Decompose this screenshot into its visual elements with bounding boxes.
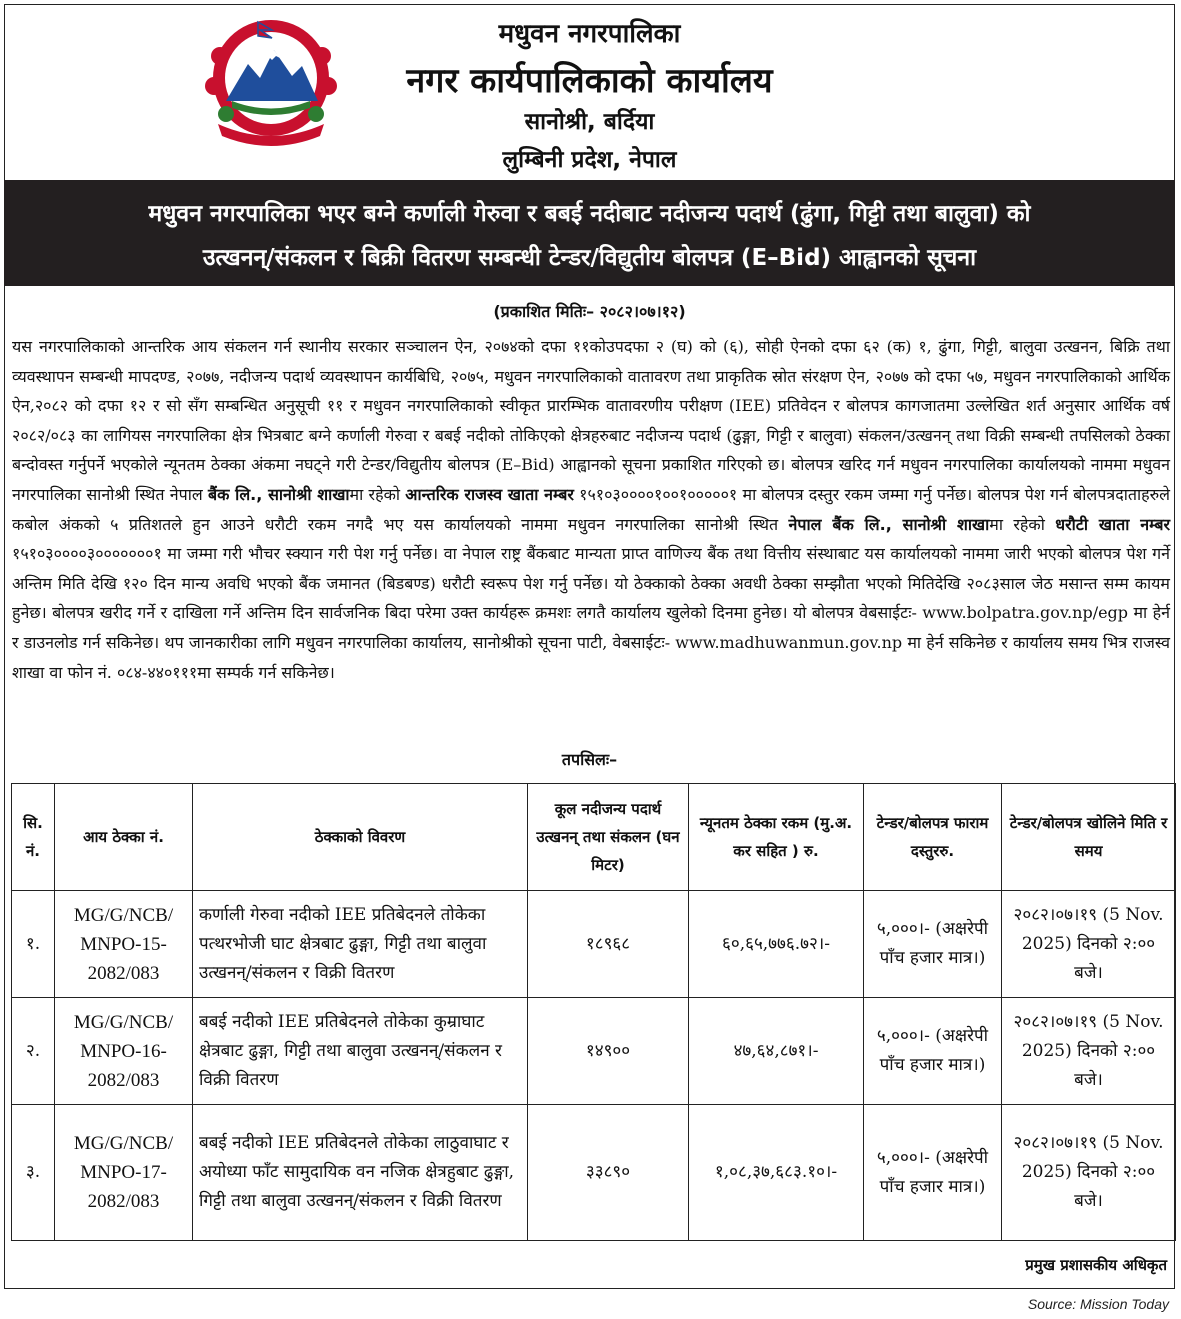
office-name: नगर कार्यपालिकाको कार्यालय: [406, 61, 773, 101]
body-text-part: मा रहेको: [989, 514, 1045, 534]
revenue-account-label: आन्तरिक राजस्व खाता नम्बर: [405, 484, 574, 504]
cell-description: बबई नदीको IEE प्रतिबेदनले तोकेका लाठुवाघाट र अयोध्या फाँट सामुदायिक वन नजिक क्षेत्रहुबाट ढुङ्गा, गिट्टी तथा बालुवा उत्खनन्/संकलन र विक्री वितरण: [193, 1105, 528, 1241]
col-header-contract-no: आय ठेक्का नं.: [55, 784, 193, 891]
bank-name-bold: नेपाल बैंक लि., सानोश्री शाखा: [788, 514, 990, 534]
cell-sn: १.: [12, 891, 55, 998]
cell-quantity: १४९००: [528, 998, 689, 1105]
body-text-part: यस नगरपालिकाको आन्तरिक आय संकलन गर्न स्थानीय सरकार सञ्चालन ऐन, २०७४को दफा ११कोउपदफा २ (घ) को (६), सोही ऐनको दफा ६२ (क) १, ढुंगा, गिट्टी, बालुवा उत्खनन, बिक्रि तथा व्यवस्थापन सम्बन्धी मापदण्ड, २०७७, नदीजन्य पदार्थ व्यवस्थापन कार्यबिधि, २०७५, मधुवन नगरपालिकाको वातावरण तथा प्राकृतिक स्रोत संरक्षण ऐन, २०७७ को दफा ५७, मधुवन नगरपालिकाको आर्थिक ऐन,२०८२ को दफा १२ र सो सँग सम्बन्धित अनुसूची ११ र मधुवन नगरपालिकाको स्वीकृत प्रारम्भिक वातावरणीय परीक्षण (IEE) प्रतिवेदन र बोलपत्र कागजातमा उल्लेखित शर्त अनुसार आर्थिक वर्ष २०८२/०८३ का लागियस नगरपालिका क्षेत्र भित्रबाट बग्ने कर्णाली गेरुवा र बबई नदीको तोकिएको क्षेत्रहरुबाट नदीजन्य पदार्थ (ढुङ्गा, गिट्टी र बालुवा) संकलन/उत्खनन् तथा विक्री सम्बन्धी तपसिलको ठेक्का बन्दोवस्त गर्नुपर्ने भएकोले न्यूनतम ठेक्का अंकमा नघट्ने गरी टेन्डर/विद्युतीय बोलपत्र (E–Bid) आह्वानको सूचना प्रकाशित गरिएको छ। बोलपत्र खरिद गर्न मधुवन नगरपालिका कार्यालयको नाममा मधुवन नगरपालिका सानोश्री स्थित नेपाल: [12, 337, 1170, 504]
cell-opening: २०८२।०७।१९ (5 Nov. 2025) दिनको २:०० बजे।: [1002, 1105, 1176, 1241]
cell-fee: ५,०००।- (अक्षरेपी पाँच हजार मात्र।): [864, 998, 1002, 1105]
bank-name-bold: बैंक लि., सानोश्री शाखा: [208, 484, 350, 504]
banner-line-1: मधुवन नगरपालिका भएर बग्ने कर्णाली गेरुवा र बबई नदीबाट नदीजन्य पदार्थ (ढुंगा, गिट्टी तथा बालुवा) को: [148, 201, 1031, 227]
col-header-quantity: कूल नदीजन्य पदार्थ उत्खनन् तथा संकलन (घन मिटर): [528, 784, 689, 891]
col-header-opening: टेन्डर/बोलपत्र खोलिने मिति र समय: [1002, 784, 1176, 891]
office-location: सानोश्री, बर्दिया: [524, 109, 655, 135]
cell-quantity: १८९६८: [528, 891, 689, 998]
cell-contract-no: MG/G/NCB/ MNPO-15- 2082/083: [55, 891, 193, 998]
cell-fee: ५,०००।- (अक्षरेपी पाँच हजार मात्र।): [864, 891, 1002, 998]
signatory-title: प्रमुख प्रशासकीय अधिकृत: [1025, 1256, 1167, 1274]
col-header-sn: सि. नं.: [12, 784, 55, 891]
body-text-part: मा रहेको: [349, 484, 401, 504]
cell-min-amount: ६०,६५,७७६.७२।-: [689, 891, 864, 998]
cell-sn: २.: [12, 998, 55, 1105]
cell-contract-no: MG/G/NCB/ MNPO-16- 2082/083: [55, 998, 193, 1105]
table-row: [12, 1105, 1176, 1241]
table-row: [12, 998, 1176, 1105]
cell-description: बबई नदीको IEE प्रतिबेदनले तोकेका कुम्राघाट क्षेत्रबाट ढुङ्गा, गिट्टी तथा बालुवा उत्खनन्/संकलन र विक्री वितरण: [193, 998, 528, 1105]
table-row: [12, 891, 1176, 998]
cell-min-amount: ४७,६४,८७१।-: [689, 998, 864, 1105]
cell-sn: ३.: [12, 1105, 55, 1241]
notice-header: [4, 4, 1175, 179]
body-text-part: १५१०३००००१००१०००००१ मा बोलपत्र दस्तुर रकम जम्मा गर्नु पर्नेछ। बोलपत्र पेश गर्न बोलपत्रदाताहरुले कबोल अंकको ५ प्रतिशतले हुन आउने धरौटी रकम नगदै भए यस कार्यालयको नाममा मधुवन नगरपालिका सानोश्री स्थित: [12, 484, 1171, 534]
banner-line-2: उत्खनन्/संकलन र बिक्री वितरण सम्बन्धी टेन्डर/विद्युतीय बोलपत्र (E–Bid) आह्वानको सूचना: [202, 245, 977, 271]
col-header-description: ठेक्काको विवरण: [193, 784, 528, 891]
deposit-account-label: धरौटी खाता नम्बर: [1055, 514, 1171, 534]
office-province: लुम्बिनी प्रदेश, नेपाल: [502, 147, 677, 173]
notice-body: [12, 332, 1170, 687]
cell-opening: २०८२।०७।१९ (5 Nov. 2025) दिनको २:०० बजे।: [1002, 891, 1176, 998]
col-header-min-amount: न्यूनतम ठेक्का रकम (मु.अ. कर सहित ) रु.: [689, 784, 864, 891]
cell-quantity: ३३८९०: [528, 1105, 689, 1241]
cell-contract-no: MG/G/NCB/ MNPO-17- 2082/083: [55, 1105, 193, 1241]
details-label: तपसिलः–: [561, 750, 618, 769]
tender-table: [11, 783, 1176, 1241]
cell-fee: ५,०००।- (अक्षरेपी पाँच हजार मात्र।): [864, 1105, 1002, 1241]
municipality-name: मधुवन नगरपालिका: [498, 19, 681, 49]
table-header-row: [12, 784, 1176, 891]
cell-description: कर्णाली गेरुवा नदीको IEE प्रतिबेदनले तोकेका पत्थरभोजी घाट क्षेत्रबाट ढुङ्गा, गिट्टी तथा बालुवा उत्खनन्/संकलन र विक्री वितरण: [193, 891, 528, 998]
published-date: (प्रकाशित मितिः– २०८२।०७।१२): [493, 302, 686, 321]
body-text-part: १५१०३००००३०००००००१ मा जम्मा गरी भौचर स्क्यान गरी पेश गर्नु पर्नेछ। वा नेपाल राष्ट्र बैंकबाट मान्यता प्राप्त वाणिज्य बैंक तथा वित्तीय संस्थाबाट यस कार्यालयको नाममा जारी भएको बोलपत्र पेश गर्ने अन्तिम मिति देखि १२० दिन मान्य अवधि भएको बैंक जमानत (बिडबण्ड) धरौटी स्वरूप पेश गर्नु पर्नेछ। यो ठेक्काको ठेक्का अवधी ठेक्का सम्झौता भएको मितिदेखि २०८३साल जेठ मसान्त सम्म कायम हुनेछ। बोलपत्र खरीद गर्ने र दाखिला गर्ने अन्तिम दिन सार्वजनिक बिदा परेमा उक्त कार्यहरू क्रमशः लगतै कार्यालय खुलेको दिनमा हुनेछ। यो बोलपत्र वेबसाईटः- www.bolpatra.gov.np/egp मा हेर्न र डाउनलोड गर्न सकिनेछ। थप जानकारीका लागि मधुवन नगरपालिका कार्यालय, सानोश्रीको सूचना पाटी, वेबसाईटः- www.madhuwanmun.gov.np मा हेर्न सकिनेछ र कार्यालय समय भित्र राजस्व शाखा वा फोन नं. ०८४-४४०१११मा सम्पर्क गर्न सकिनेछ।: [12, 544, 1170, 682]
cell-min-amount: १,०८,३७,६८३.१०।-: [689, 1105, 864, 1241]
notice-title-banner: [4, 180, 1175, 286]
col-header-fee: टेन्डर/बोलपत्र फाराम दस्तुररु.: [864, 784, 1002, 891]
cell-opening: २०८२।०७।१९ (5 Nov. 2025) दिनको २:०० बजे।: [1002, 998, 1176, 1105]
source-credit: Source: Mission Today: [1027, 1296, 1169, 1312]
